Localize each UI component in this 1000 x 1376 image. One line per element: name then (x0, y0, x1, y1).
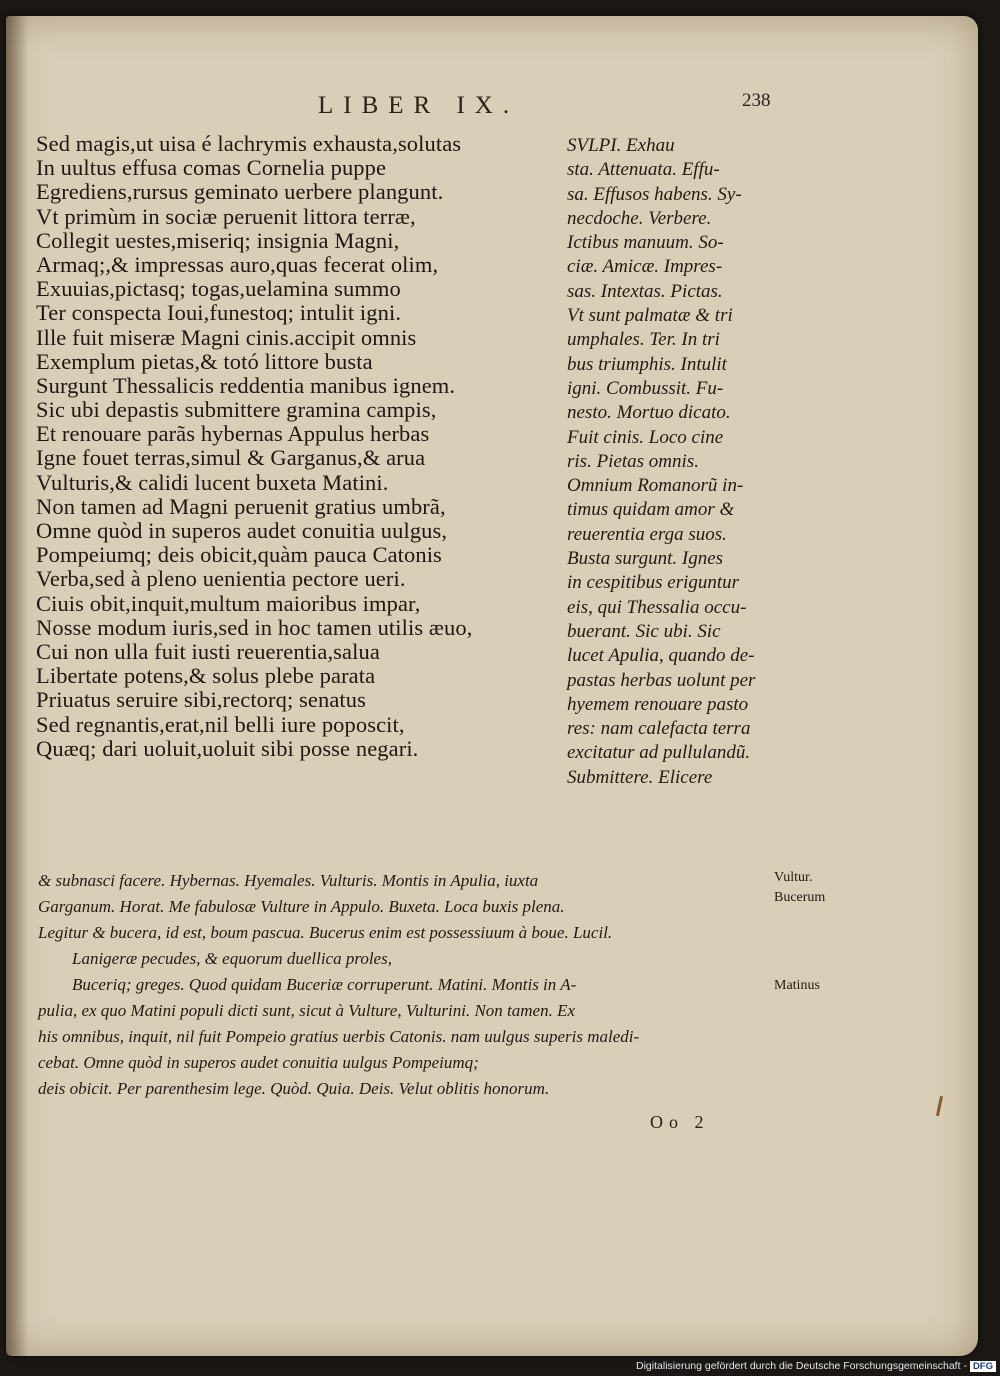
margin-line: in cespitibus eriguntur (567, 572, 740, 594)
verse-line: Igne fouet terras,simul & Garganus,& arua (36, 445, 426, 471)
margin-line: nesto. Mortuo dicato. (567, 402, 731, 424)
margin-line: ciæ. Amicæ. Impres- (567, 256, 723, 278)
verse-line: Vulturis,& calidi lucent buxeta Matini. (36, 469, 389, 495)
commentary-line: Legitur & bucera, id est, boum pascua. Bucerus enim est possessiuum à boue. Lucil. (38, 923, 613, 942)
verse-line: Priuatus seruire sibi,rectorq; senatus (36, 687, 366, 713)
marginal-commentary (567, 134, 785, 790)
footer-text: Digitalisierung gefördert durch die Deutsche Forschungsgemeinschaft - (636, 1360, 967, 1372)
verse-line: Non tamen ad Magni peruenit gratius umbrã, (36, 493, 446, 519)
margin-line: Omnium Romanorũ in- (567, 475, 744, 497)
verse-column (36, 132, 558, 761)
margin-line: reuerentia erga suos. (567, 523, 727, 545)
commentary-line: Buceriq; greges. Quod quidam Buceriæ corruperunt. Matini. Montis in A- (72, 975, 577, 994)
signature-mark: Oo 2 (650, 1112, 710, 1132)
margin-line: ris. Pietas omnis. (567, 450, 699, 472)
commentary-line: cebat. Omne quòd in superos audet conuitia uulgus Pompeiumq; (38, 1053, 479, 1072)
verse-line: Sed regnantis,erat,nil belli iure poposcit, (36, 711, 405, 737)
verse-line: Nosse modum iuris,sed in hoc tamen utilis æuo, (36, 614, 473, 640)
side-note: Matinus (774, 978, 820, 993)
verse-line: Omne quòd in superos audet conuitia uulgus, (36, 518, 448, 543)
margin-line: sa. Effusos habens. Sy- (567, 183, 742, 205)
verse-line: Exemplum pietas,& totó littore busta (36, 348, 373, 374)
margin-line: pastas herbas uolunt per (567, 669, 756, 691)
commentary-line: pulia, ex quo Matini populi dicti sunt, sicut à Vulture, Vulturini. Non tamen. Ex (38, 1001, 576, 1020)
commentary-line: deis obicit. Per parenthesim lege. Quòd. Quia. Deis. Velut oblitis honorum. (38, 1079, 550, 1098)
margin-line: umphales. Ter. In tri (567, 329, 720, 351)
margin-line: necdoche. Verbere. (567, 207, 712, 229)
margin-line: sas. Intextas. Pictas. (567, 280, 723, 302)
dfg-logo: DFG (970, 1361, 996, 1372)
margin-line: Ictibus manuum. So- (567, 232, 724, 254)
side-note: Vultur. (774, 870, 813, 885)
commentary-line: his omnibus, inquit, nil fuit Pompeio gratius uerbis Catonis. nam uulgus superis maledi- (38, 1027, 640, 1046)
verse-line: Cui non ulla fuit iusti reuerentia,salua (36, 638, 380, 664)
verse-line: Libertate potens,& solus plebe parata (36, 663, 376, 689)
verse-line: Surgunt Thessalicis reddentia manibus ignem. (36, 372, 456, 398)
running-title: LIBER IX. (318, 92, 520, 119)
margin-line: sta. Attenuata. Effu- (567, 159, 720, 181)
margin-line: excitatur ad pullulandũ. (567, 742, 751, 764)
verse-line: Pompeiumq; deis obicit,quàm pauca Catonis (36, 542, 442, 568)
footer-commentary (38, 868, 778, 1102)
verse-line: Collegit uestes,miseriq; insignia Magni, (36, 227, 400, 253)
margin-line: Submittere. Elicere (567, 766, 713, 788)
verse-line: Ille fuit miseræ Magni cinis.accipit omnis (36, 324, 417, 350)
margin-line: eis, qui Thessalia occu- (567, 596, 747, 618)
verse-line: Sic ubi depastis submittere gramina campis, (36, 397, 437, 423)
margin-line: SVLPI. Exhau (567, 135, 675, 156)
verse-line: Et renouare parãs hybernas Appulus herbas (36, 421, 430, 447)
digitization-footer (636, 1360, 996, 1372)
verse-line: Sed magis,ut uisa é lachrymis exhausta,solutas (36, 131, 462, 156)
verse-line: Verba,sed à pleno uenientia pectore ueri. (36, 566, 406, 592)
margin-line: res: nam calefacta terra (567, 718, 751, 740)
margin-line: hyemem renouare pasto (567, 693, 749, 715)
margin-line: timus quidam amor & (567, 499, 735, 521)
verse-line: Ciuis obit,inquit,multum maioribus impar, (36, 590, 421, 616)
page-header (0, 86, 1000, 126)
margin-line: buerant. Sic ubi. Sic (567, 620, 721, 642)
commentary-line: & subnasci facere. Hybernas. Hyemales. Vulturis. Montis in Apulia, iuxta (38, 871, 539, 890)
margin-line: Fuit cinis. Loco cine (567, 426, 724, 448)
verse-line: Ter conspecta Ioui,funestoq; intulit igni. (36, 300, 402, 326)
verse-line: Egrediens,rursus geminato uerbere plangunt. (36, 179, 444, 205)
commentary-line: Lanigeræ pecudes, & equorum duellica proles, (72, 949, 392, 968)
side-note: Bucerum (774, 890, 826, 905)
margin-line: bus triumphis. Intulit (567, 353, 727, 375)
margin-line: igni. Combussit. Fu- (567, 377, 724, 399)
margin-line: Vt sunt palmatæ & tri (567, 305, 733, 327)
margin-line: Busta surgunt. Ignes (567, 548, 724, 570)
verse-line: In uultus effusa comas Cornelia puppe (36, 155, 387, 181)
folio-number: 238 (742, 90, 771, 111)
verse-line: Armaq;,& impressas auro,quas fecerat olim, (36, 251, 439, 277)
verse-line: Exuuias,pictasq; togas,uelamina summo (36, 276, 401, 302)
verse-line: Quæq; dari uoluit,uoluit sibi posse negari. (36, 735, 419, 761)
verse-line: Vt primùm in sociæ peruenit littora terræ, (36, 203, 416, 229)
margin-line: lucet Apulia, quando de- (567, 645, 755, 667)
page-gutter-shadow (6, 16, 28, 1356)
commentary-line: Garganum. Horat. Me fabulosæ Vulture in Appulo. Buxeta. Loca buxis plena. (38, 897, 565, 916)
